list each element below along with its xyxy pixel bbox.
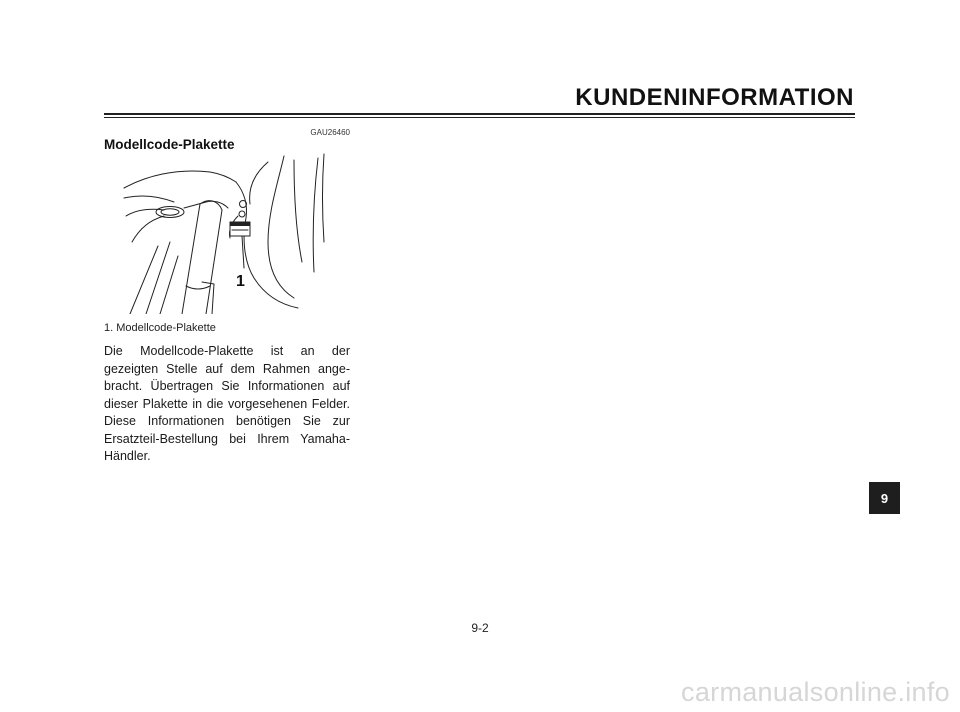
document-code: GAU26460	[310, 128, 350, 137]
page-number: 9-2	[471, 621, 489, 635]
chapter-heading: KUNDENINFORMATION	[575, 84, 854, 111]
watermark: carmanualsonline.info	[681, 677, 950, 707]
section-title: Modellcode-Plakette	[104, 137, 235, 152]
figure-caption: 1. Modellcode-Plakette	[104, 322, 216, 334]
callout-number: 1	[236, 273, 245, 290]
body-paragraph: Die Modellcode-Plakette ist an der gezeigten Stelle auf dem Rahmen angebracht. Übertragen Sie Informationen auf dieser Plakette in die vorgesehenen Felder. Diese Informationen benötigen Sie zur Ersatzteil-Bestellung bei Ihrem Yamaha-Händler.	[104, 344, 350, 463]
header-rule	[104, 113, 855, 115]
frame-illustration	[118, 152, 328, 314]
header-rule-thin	[104, 117, 855, 118]
chapter-tab[interactable]: 9	[869, 482, 900, 514]
